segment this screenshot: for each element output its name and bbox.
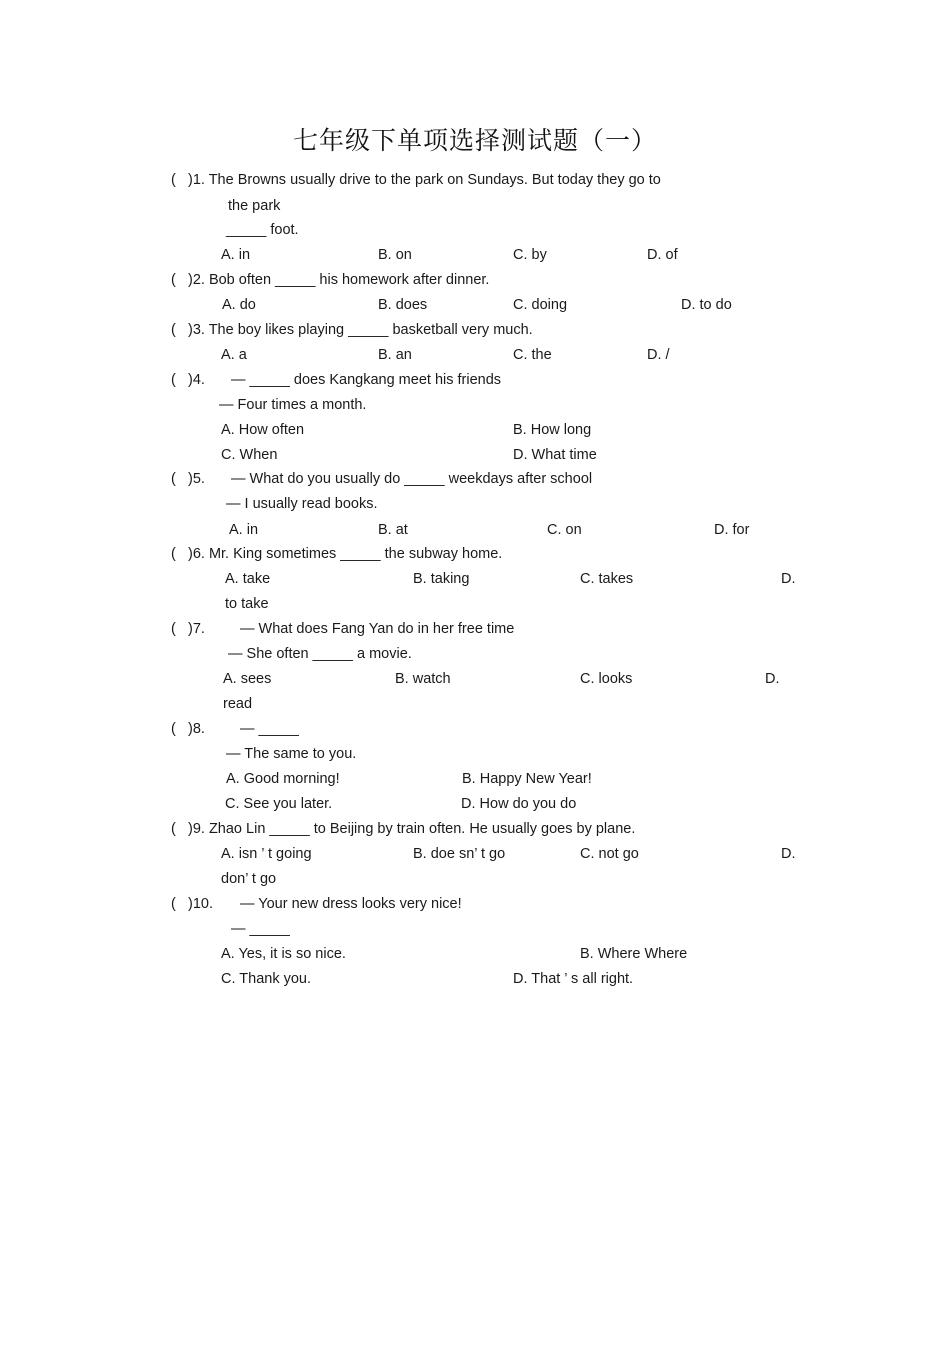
question-number: )8. — [188, 721, 205, 737]
option-a: A. Good morning! — [226, 771, 340, 787]
question-text: )2. Bob often _____ his homework after dinner. — [188, 272, 490, 288]
dialogue-line: — What does Fang Yan do in her free time — [240, 621, 515, 637]
option-b: B. on — [378, 247, 412, 263]
option-d: D. — [781, 571, 796, 587]
option-a: A. take — [225, 571, 271, 587]
dialogue-line: — _____ — [231, 921, 290, 937]
option-c: C. the — [513, 347, 552, 363]
page-title: 七年级下单项选择测试题（一） — [292, 126, 657, 155]
option-b: B. How long — [513, 422, 592, 438]
dialogue-line: — What do you usually do _____ weekdays after school — [231, 471, 593, 487]
option-d: D. to do — [681, 297, 732, 313]
answer-paren: ( — [171, 721, 176, 737]
option-a: A. isn ’ t going — [221, 846, 312, 862]
answer-paren: ( — [171, 272, 176, 288]
option-b: B. watch — [395, 671, 451, 687]
option-a: A. a — [221, 347, 247, 363]
answer-paren: ( — [171, 172, 176, 188]
answer-paren: ( — [171, 821, 176, 837]
dialogue-line: — I usually read books. — [226, 496, 378, 512]
question-number: )7. — [188, 621, 205, 637]
option-b: B. Happy New Year! — [462, 771, 592, 787]
option-d: D. — [781, 846, 796, 862]
answer-paren: ( — [171, 322, 176, 338]
option-b: B. an — [378, 347, 412, 363]
dialogue-line: — _____ does Kangkang meet his friends — [231, 372, 502, 388]
answer-paren: ( — [171, 896, 176, 912]
option-c: C. doing — [513, 297, 568, 313]
question-text-cont: the park — [228, 198, 281, 214]
option-d-text: read — [223, 696, 253, 712]
option-c: C. on — [547, 522, 582, 538]
option-a: A. do — [222, 297, 256, 313]
dialogue-line: — The same to you. — [226, 746, 357, 762]
option-a: A. sees — [223, 671, 272, 687]
answer-paren: ( — [171, 471, 176, 487]
option-a: A. in — [229, 522, 259, 538]
option-b: B. at — [378, 522, 408, 538]
dialogue-line: — _____ — [240, 721, 299, 737]
option-b: B. does — [378, 297, 428, 313]
option-c: C. Thank you. — [221, 971, 312, 987]
option-d: D. How do you do — [461, 796, 577, 812]
option-b: B. taking — [413, 571, 470, 587]
option-d: D. / — [647, 347, 670, 363]
question-text: )9. Zhao Lin _____ to Beijing by train often. He usually goes by plane. — [188, 821, 636, 837]
answer-paren: ( — [171, 546, 176, 562]
question-text: )3. The boy likes playing _____ basketball very much. — [188, 322, 533, 338]
question-text: )6. Mr. King sometimes _____ the subway home. — [188, 546, 503, 562]
question-number: )5. — [188, 471, 205, 487]
answer-paren: ( — [171, 621, 176, 637]
dialogue-line: — Four times a month. — [219, 397, 367, 413]
option-c: C. takes — [580, 571, 634, 587]
question-text: )1. The Browns usually drive to the park on Sundays. But today they go to — [188, 172, 661, 188]
dialogue-line: — Your new dress looks very nice! — [240, 896, 462, 912]
option-c: C. by — [513, 247, 547, 263]
option-d-text: to take — [225, 596, 269, 612]
option-d-text: don’ t go — [221, 871, 277, 887]
dialogue-line: — She often _____ a movie. — [228, 646, 412, 662]
option-a: A. in — [221, 247, 251, 263]
option-b: B. Where Where — [580, 946, 688, 962]
option-a: A. How often — [221, 422, 305, 438]
option-d: D. of — [647, 247, 678, 263]
option-d: D. What time — [513, 447, 597, 463]
option-c: C. not go — [580, 846, 639, 862]
question-number: )4. — [188, 372, 205, 388]
option-b: B. doe sn’ t go — [413, 846, 506, 862]
question-text-cont: _____ foot. — [226, 222, 299, 238]
question-number: )10. — [188, 896, 213, 912]
option-d: D. for — [714, 522, 750, 538]
option-c: C. When — [221, 447, 278, 463]
option-d: D. That ’ s all right. — [513, 971, 634, 987]
option-c: C. See you later. — [225, 796, 333, 812]
answer-paren: ( — [171, 372, 176, 388]
option-d: D. — [765, 671, 780, 687]
option-a: A. Yes, it is so nice. — [221, 946, 346, 962]
option-c: C. looks — [580, 671, 633, 687]
